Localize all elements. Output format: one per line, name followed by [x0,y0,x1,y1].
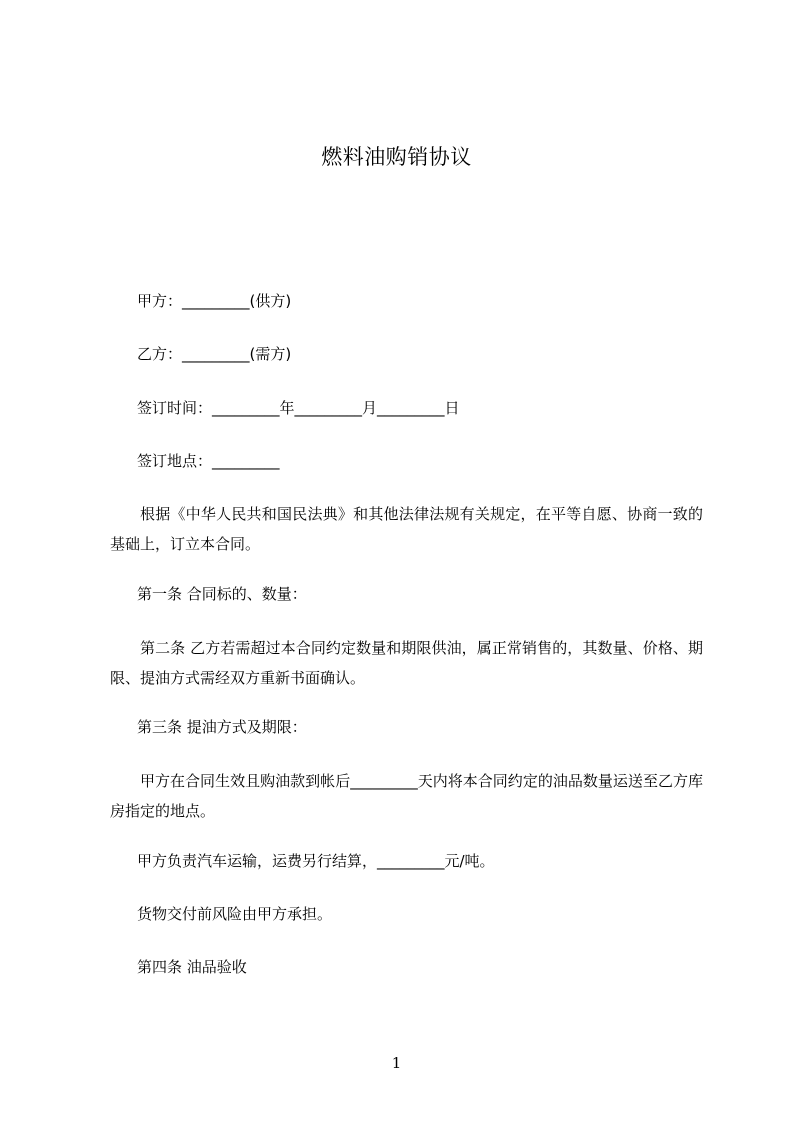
document-title: 燃料油购销协议 [321,145,472,169]
article-3-heading: 第三条 提油方式及期限： [137,718,307,736]
article-4-heading: 第四条 油品验收 [137,958,247,976]
party-b-line: 乙方：_________(需方) [137,345,292,363]
article-3-paragraph-2: 甲方负责汽车运输，运费另行结算，_________元/吨。 [137,852,495,870]
sign-time-line: 签订时间：_________年_________月_________日 [137,399,460,417]
article-1-heading: 第一条 合同标的、数量： [137,585,307,603]
sign-place-line: 签订地点：_________ [137,452,280,470]
article-3-paragraph-1: 甲方在合同生效且购油款到帐后_________天内将本合同约定的油品数量运送至乙方库房指定的地点。 [110,772,703,820]
party-a-line: 甲方：_________(供方) [137,292,292,310]
intro-paragraph: 根据《中华人民共和国民法典》和其他法律法规有关规定，在平等自愿、协商一致的基础上，订立本合同。 [110,505,703,553]
page-number: 1 [391,1054,402,1072]
article-3-paragraph-3: 货物交付前风险由甲方承担。 [137,905,333,923]
article-2-paragraph: 第二条 乙方若需超过本合同约定数量和期限供油，属正常销售的，其数量、价格、期限、提油方式需经双方重新书面确认。 [110,639,703,687]
